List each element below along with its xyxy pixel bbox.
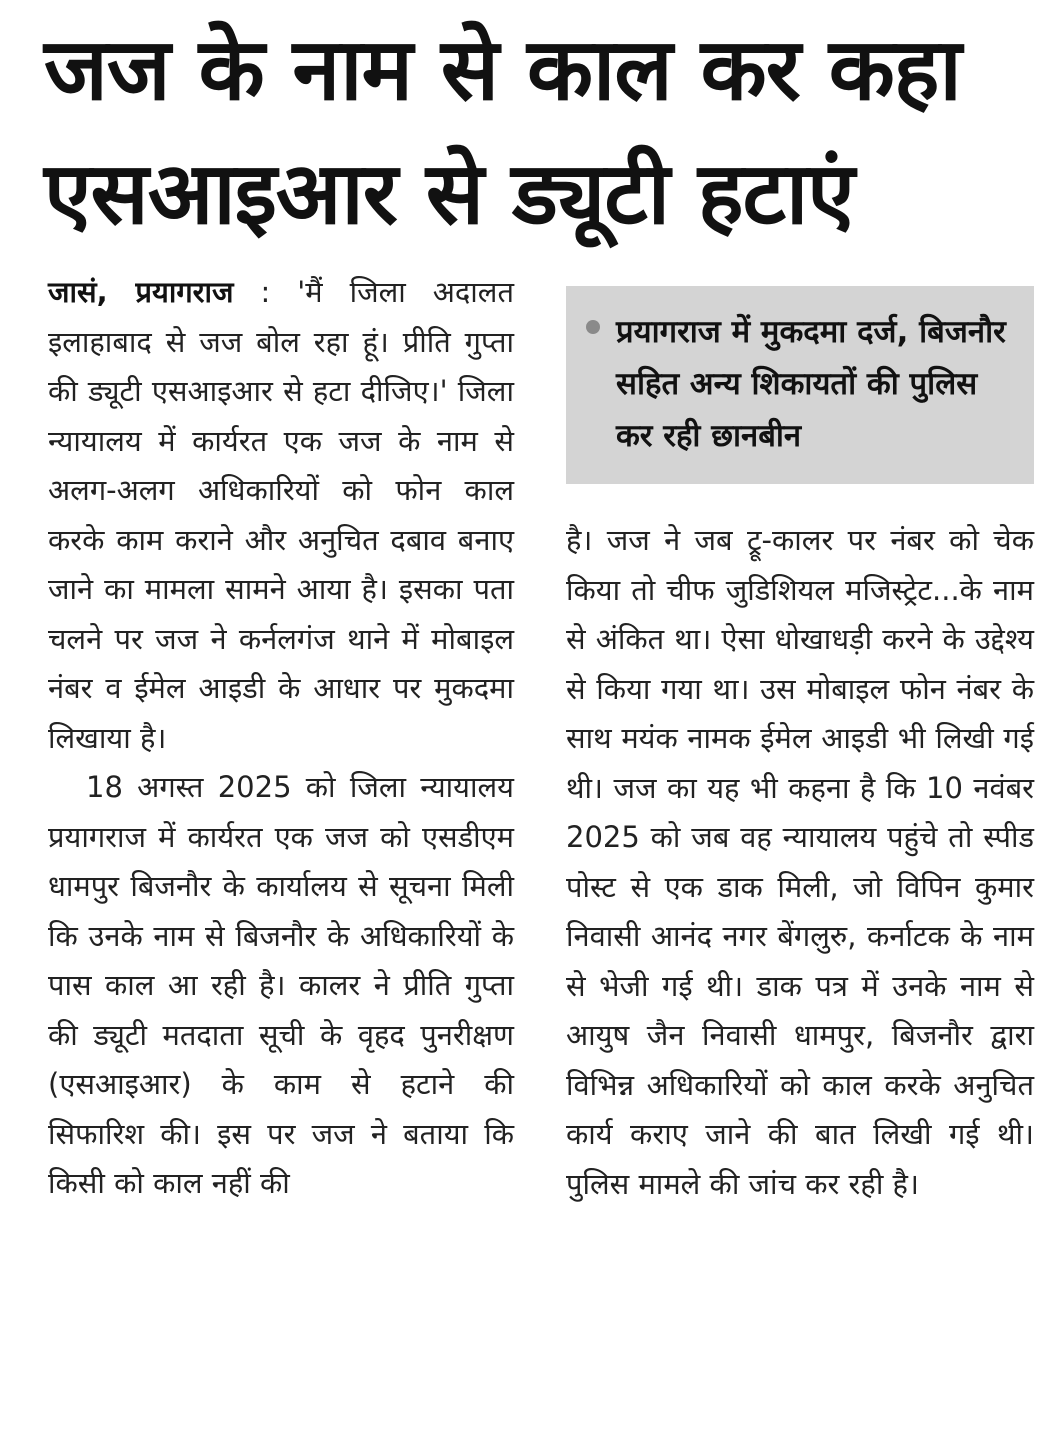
headline-line-1: जज के नाम से काल कर कहा (44, 20, 961, 120)
subheading-box (566, 286, 1034, 484)
dateline-separator: : (233, 275, 298, 309)
bullet-icon (586, 320, 600, 334)
dateline: जासं, प्रयागराज (48, 275, 234, 309)
article-paragraph-1 (48, 268, 514, 763)
article-column-right (566, 516, 1034, 1209)
article-paragraph-2: 18 अगस्त 2025 को जिला न्यायालय प्रयागराज में कार्यरत एक जज को एसडीएम धामपुर बिजनौर के कार्यालय से सूचना मिली कि उनके नाम से बिजनौर के अधिकारियों के पास काल आ रही है। कालर ने प्रीति गुप्ता की ड्यूटी मतदाता सूची के वृहद पुनरीक्षण (एसआइआर) के काम से हटाने की सिफारिश की। इस पर जज ने बताया कि किसी को काल नहीं की (48, 770, 514, 1200)
paragraph-1-text: 'मैं जिला अदालत इलाहाबाद से जज बोल रहा हूं। प्रीति गुप्ता की ड्यूटी एसआइआर से हटा दीजिए।' जिला न्यायालय में कार्यरत एक जज के नाम से अलग-अलग अधिकारियों को फोन काल करके काम कराने और अनुचित दबाव बनाए जाने का मामला सामने आया है। इसका पता चलने पर जज ने कर्नलगंज थाने में मोबाइल नंबर व ईमेल आइडी के आधार पर मुकदमा लिखाया है। (48, 275, 514, 755)
headline-line-2: एसआइआर से ड्यूटी हटाएं (44, 144, 854, 244)
subheading-text: प्रयागराज में मुकदमा दर्ज, बिजनौर सहित अन्य शिकायतों की पुलिस कर रही छानबीन (616, 314, 1006, 454)
headline (44, 8, 1034, 256)
article-paragraph-3: है। जज ने जब ट्रू-कालर पर नंबर को चेक किया तो चीफ जुडिशियल मजिस्ट्रेट...के नाम से अंकित था। ऐसा धोखाधड़ी करने के उद्देश्य से किया गया था। उस मोबाइल फोन नंबर के साथ मयंक नामक ईमेल आइडी भी लिखी गई थी। जज का यह भी कहना है कि 10 नवंबर 2025 को जब वह न्यायालय पहुंचे तो स्पीड पोस्ट से एक डाक मिली, जो विपिन कुमार निवासी आनंद नगर बेंगलुरु, कर्नाटक के नाम से भेजी गई थी। डाक पत्र में उनके नाम से आयुष जैन निवासी धामपुर, बिजनौर द्वारा विभिन्न अधिकारियों को काल करके अनुचित कार्य कराए जाने की बात लिखी गई थी। पुलिस मामले की जांच कर रही है। (566, 523, 1034, 1201)
article-column-left (48, 268, 514, 1209)
